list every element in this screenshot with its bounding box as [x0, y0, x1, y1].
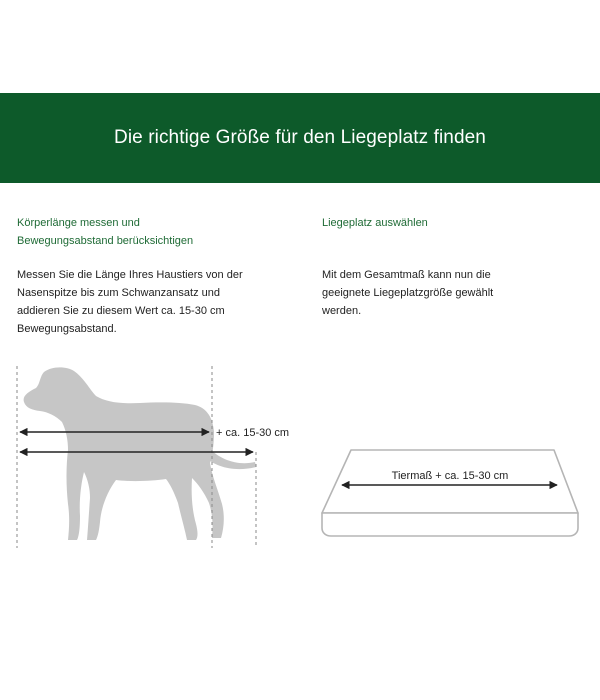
body-line: werden.	[322, 305, 362, 317]
body-line: geeignete Liegeplatzgröße gewählt	[322, 287, 494, 299]
page-title: Die richtige Größe für den Liegeplatz finden	[114, 127, 486, 148]
dog-silhouette-icon	[24, 367, 256, 540]
heading-line: Körperlänge messen und	[17, 217, 140, 229]
body-line: Messen Sie die Länge Ihres Haustiers von der	[17, 269, 243, 281]
dog-measure-label: + ca. 15-30 cm	[216, 427, 290, 439]
body-line: addieren Sie zu diesem Wert ca. 15-30 cm	[17, 305, 225, 317]
body-line: Bewegungsabstand.	[17, 323, 117, 335]
body-line: Mit dem Gesamtmaß kann nun die	[322, 269, 491, 281]
body-line: Nasenspitze bis zum Schwanzansatz und	[17, 287, 220, 299]
bed-measure-label: Tiermaß + ca. 15-30 cm	[391, 470, 509, 482]
dog-bed-icon	[322, 450, 578, 536]
heading-line: Bewegungsabstand berücksichtigen	[17, 235, 194, 247]
heading-line: Liegeplatz auswählen	[322, 217, 428, 229]
